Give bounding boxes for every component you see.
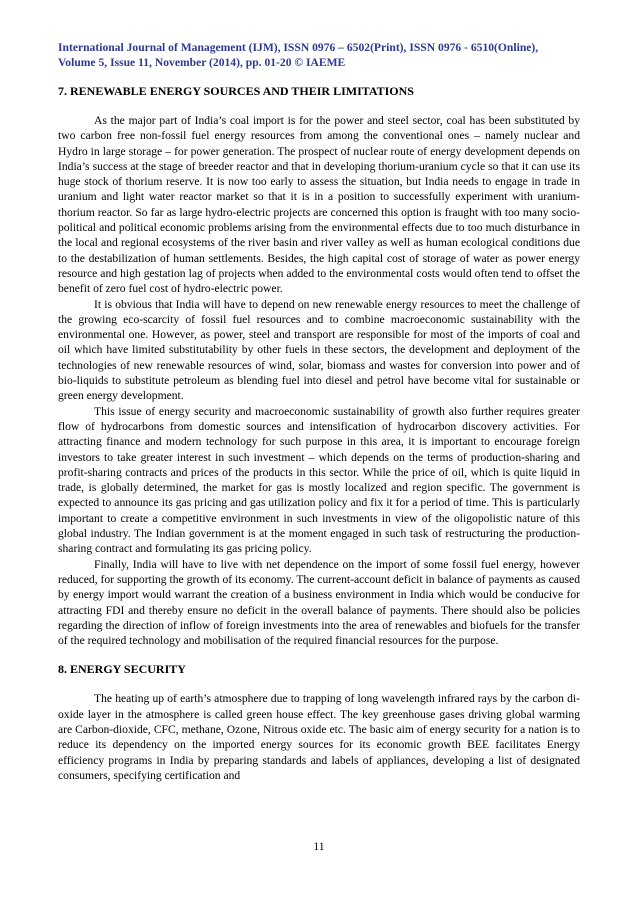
section-7-paragraph-2: It is obvious that India will have to depend on new renewable energy resources to meet the challenge of the growing eco-scarcity of fossil fuel resources and to combine macroeconomic sustainability with the environmental one. However, as power, steel and transport are responsible for most of the imports of coal and oil which have limited substitutability by other fuels in these sectors, the development and deployment of the technologies of new renewable resources of wind, solar, biomass and wastes for conversion into power and of bio-liquids to substitute petroleum as blending fuel into diesel and petrol have become vital for sustainable or green energy development.	[58, 297, 580, 403]
section-spacer	[58, 648, 580, 662]
section-7-paragraph-3: This issue of energy security and macroeconomic sustainability of growth also further requires greater flow of hydrocarbons from domestic sources and intensification of hydrocarbon discovery activities. For attracting finance and modern technology for such purpose in this area, it is important to encourage foreign investors to take greater interest in such investment – which depends on the terms of production-sharing and profit-sharing contracts and prices of the products in this sector. While the price of oil, which is quite liquid in trade, is globally determined, the market for gas is mostly localized and region specific. The government is expected to announce its gas pricing and gas utilization policy and fix it for a period of time. This is particularly important to create a competitive environment in such investments in view of the oligopolistic nature of this global industry. The Indian government is at the moment engaged in such task of restructuring the production-sharing contract and formulating its gas pricing policy.	[58, 404, 580, 556]
section-7-paragraph-1: As the major part of India’s coal import is for the power and steel sector, coal has been substituted by two carbon free non-fossil fuel energy resources from among the conventional ones – namely nuclear and Hydro in large storage – for power generation. The prospect of nuclear route of energy development depends on India’s success at the stage of breeder reactor and that in developing thorium-uranium cycle so that it can use its huge stock of thorium reserve. It is now too early to assess the situation, but India needs to engage in trade in uranium and light water reactor market so that it is in a position to successfully experiment with uranium-thorium reactor. So far as large hydro-electric projects are concerned this option is fraught with too many socio-political and political economic problems arising from the environmental effects due to too much disturbance in the local and regional ecosystems of the river basin and river valley as well as human ecological conditions due to the destabilization of human settlements. Besides, the high capital cost of storage of water as power energy resource and high gestation lag of projects when added to the environmental costs would often tend to offset the benefit of zero fuel cost of hydro-electric power.	[58, 114, 580, 296]
section-7-heading: 7. RENEWABLE ENERGY SOURCES AND THEIR LIMITATIONS	[58, 84, 414, 98]
page-number: 11	[313, 840, 325, 853]
section-8-paragraph-1: The heating up of earth’s atmosphere due to trapping of long wavelength infrared rays by the carbon di- oxide layer in the atmosphere is called green house effect. The key greenhouse gases driving global warming are Carbon-dioxide, CFC, methane, Ozone, Nitrous oxide etc. The basic aim of energy security for a nation is to reduce its dependency on the imported energy sources for its economic growth BEE facilitates Energy efficiency programs in India by preparing standards and labels of appliances, developing a list of designated consumers, specifying certification and	[58, 692, 580, 782]
journal-header-line1: International Journal of Management (IJM), ISSN 0976 – 6502(Print), ISSN 0976 - 6510(Online),	[58, 41, 539, 54]
journal-header	[58, 40, 580, 70]
section-8-heading: 8. ENERGY SECURITY	[58, 662, 186, 677]
section-7-paragraph-4: Finally, India will have to live with net dependence on the import of some fossil fuel energy, however reduced, for supporting the growth of its economy. The current-account deficit in balance of payments as caused by energy import would warrant the creation of a business environment in India which would be conducive for attracting FDI and thereby ensure no deficit in the overall balance of payments. There should also be policies regarding the direction of inflow of foreign investments into the area of renewables and biofuels for the transfer of the required technology and mobilisation of the required financial resources for the purpose.	[58, 557, 580, 648]
journal-header-line2: Volume 5, Issue 11, November (2014), pp. 01-20 © IAEME	[58, 56, 346, 69]
